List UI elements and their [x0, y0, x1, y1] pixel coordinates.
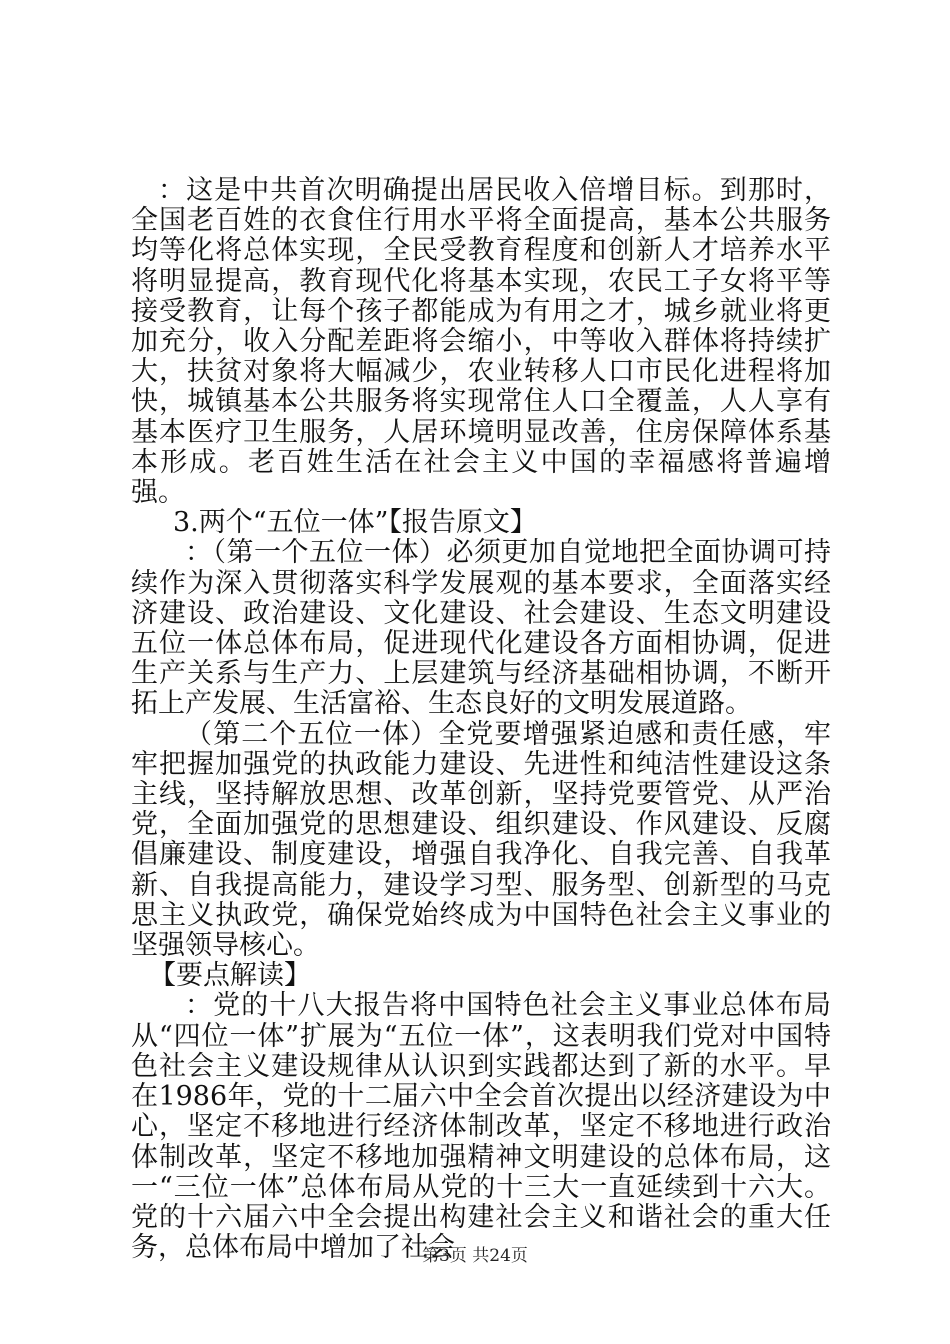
- paragraph-key-points: ：党的十八大报告将中国特色社会主义事业总体布局从“四位一体”扩展为“五位一体”，这表明我们党对中国特色社会主义建设规律从认识到实践都达到了新的水平。早在1986年，党的十二届六中全会首次提出以经济建设为中心，坚定不移地进行经济体制改革，坚定不移地进行政治体制改革，坚定不移地加强精神文明建设的总体布局，这一“三位一体”总体布局从党的十三大一直延续到十六大。党的十六届六中全会提出构建社会主义和谐社会的重大任务，总体布局中增加了社会: [131, 990, 831, 1264]
- page-number-footer: 第3页 共24页: [422, 1246, 528, 1266]
- section-heading-five-in-one: 3.两个“五位一体”【报告原文】: [173, 507, 537, 539]
- section-heading-key-points: 【要点解读】: [149, 960, 311, 992]
- document-body: [131, 176, 831, 1263]
- paragraph-income-goal: ：这是中共首次明确提出居民收入倍增目标。到那时，全国老百姓的衣食住行用水平将全面提高，基本公共服务均等化将总体实现，全民受教育程度和创新人才培养水平将明显提高，教育现代化将基本实现，农民工子女将平等接受教育，让每个孩子都能成为有用之才，城乡就业将更加充分，收入分配差距将会缩小，中等收入群体将持续扩大，扶贫对象将大幅减少，农业转移人口市民化进程将加快，城镇基本公共服务将实现常住人口全覆盖，人人享有基本医疗卫生服务，人居环境明显改善，住房保障体系基本形成。老百姓生活在社会主义中国的幸福感将普遍增强。: [131, 175, 831, 509]
- paragraph-first-five-in-one: ：（第一个五位一体）必须更加自觉地把全面协调可持续作为深入贯彻落实科学发展观的基本要求，全面落实经济建设、政治建设、文化建设、社会建设、生态文明建设五位一体总体布局，促进现代化建设各方面相协调，促进生产关系与生产力、上层建筑与经济基础相协调，不断开拓上产发展、生活富裕、生态良好的文明发展道路。: [131, 537, 831, 720]
- paragraph-second-five-in-one: （第二个五位一体）全党要增强紧迫感和责任感，牢牢把握加强党的执政能力建设、先进性和纯洁性建设这条主线，坚持解放思想、改革创新，坚持党要管党、从严治党，全面加强党的思想建设、组织建设、作风建设、反腐倡廉建设、制度建设，增强自我净化、自我完善、自我革新、自我提高能力，建设学习型、服务型、创新型的马克思主义执政党，确保党始终成为中国特色社会主义事业的坚强领导核心。: [131, 718, 831, 962]
